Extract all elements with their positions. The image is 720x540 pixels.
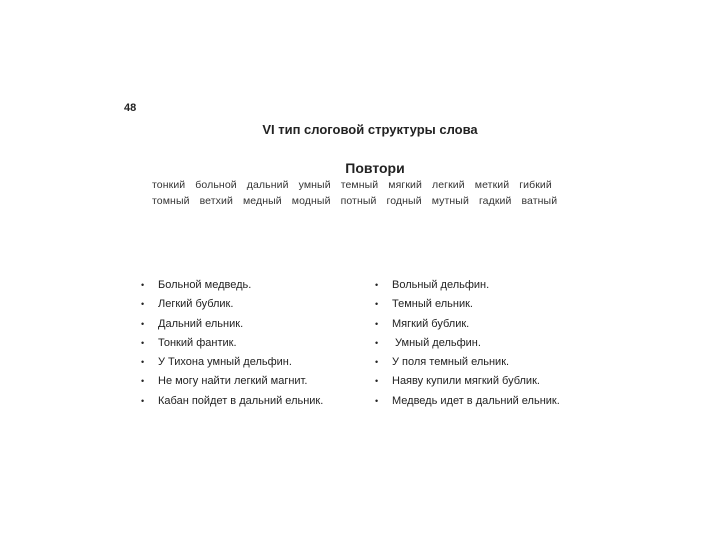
sentence: Наяву купили мягкий бублик. xyxy=(392,375,540,388)
list-item xyxy=(138,295,323,314)
list-item xyxy=(372,276,560,295)
list-item xyxy=(138,315,323,334)
list-item xyxy=(372,353,560,372)
word: гибкий xyxy=(519,179,552,191)
bullet-icon: • xyxy=(375,299,379,310)
bullet-icon: • xyxy=(141,376,145,387)
list-item xyxy=(372,295,560,314)
sentence: Вольный дельфин. xyxy=(392,279,490,291)
list-item xyxy=(372,315,560,334)
right-sentence-list xyxy=(372,276,560,411)
word: тонкий xyxy=(152,179,186,191)
bullet-icon: • xyxy=(141,337,145,348)
list-item xyxy=(372,392,560,411)
left-sentence-list xyxy=(138,276,323,411)
word: потный xyxy=(340,195,377,207)
word: темный xyxy=(340,179,379,191)
word-row-2 xyxy=(152,195,561,207)
word: томный xyxy=(152,195,190,207)
bullet-icon: • xyxy=(141,280,145,290)
word: дальний xyxy=(246,179,289,191)
bullet-icon: • xyxy=(375,395,379,406)
word-row-1 xyxy=(152,179,556,191)
sentence: У поля темный ельник. xyxy=(392,356,510,369)
bullet-icon: • xyxy=(375,376,379,387)
word: меткий xyxy=(474,179,510,191)
list-item xyxy=(138,276,323,295)
sentence: У Тихона умный дельфин. xyxy=(158,356,292,369)
sentence: Медведь идет в дальний ельник. xyxy=(392,394,560,407)
list-item xyxy=(372,372,560,391)
sentence: Больной медведь. xyxy=(158,279,252,291)
sentence: Тонкий фантик. xyxy=(158,336,237,349)
bullet-icon: • xyxy=(375,337,379,348)
page-number: 48 xyxy=(124,102,137,114)
list-item xyxy=(138,392,323,411)
sentence: Не могу найти легкий магнит. xyxy=(158,375,308,388)
word: ветхий xyxy=(199,195,233,207)
list-item xyxy=(372,334,560,353)
sentence: Легкий бублик. xyxy=(158,298,234,311)
sentence: Мягкий бублик. xyxy=(392,317,470,330)
word: модный xyxy=(291,195,331,207)
bullet-icon: • xyxy=(375,357,379,368)
word: гадкий xyxy=(478,195,512,207)
word: медный xyxy=(242,195,282,207)
word: мягкий xyxy=(388,179,422,191)
section-heading: Повтори xyxy=(345,160,405,176)
sentence: Умный дельфин. xyxy=(392,336,481,349)
word: годный xyxy=(386,195,422,207)
bullet-icon: • xyxy=(141,299,145,310)
list-item xyxy=(138,372,323,391)
bullet-icon: • xyxy=(141,318,145,329)
sentence: Кабан пойдет в дальний ельник. xyxy=(158,394,324,407)
page-title: VI тип слоговой структуры слова xyxy=(262,122,478,137)
word: больной xyxy=(195,179,237,191)
sentence: Темный ельник. xyxy=(392,298,473,311)
bullet-icon: • xyxy=(141,357,145,368)
word: мутный xyxy=(431,195,469,207)
bullet-icon: • xyxy=(375,280,379,290)
sentence: Дальний ельник. xyxy=(158,317,244,330)
word: легкий xyxy=(431,179,465,191)
word: ватный xyxy=(521,195,558,207)
word: умный xyxy=(298,179,331,191)
list-item xyxy=(138,334,323,353)
list-item xyxy=(138,353,323,372)
bullet-icon: • xyxy=(141,395,145,406)
bullet-icon: • xyxy=(375,318,379,329)
